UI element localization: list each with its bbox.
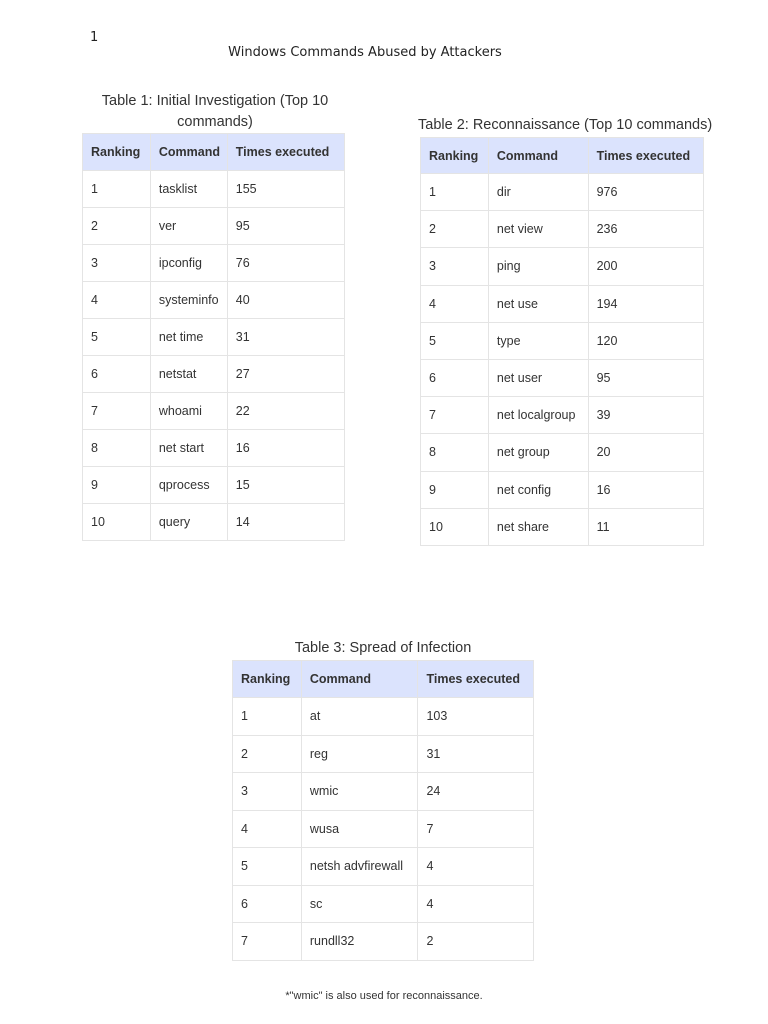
table3-caption: Table 3: Spread of Infection: [294, 640, 472, 656]
table-row: [421, 471, 704, 508]
times-executed-cell: 20: [588, 434, 703, 471]
times-executed-cell: 16: [588, 471, 703, 508]
times-executed-cell: 24: [418, 773, 534, 811]
table-row: [233, 848, 534, 886]
command-cell: ipconfig: [150, 245, 227, 282]
ranking-cell: 4: [233, 810, 302, 848]
times-executed-cell: 200: [588, 248, 703, 285]
times-executed-cell: 155: [227, 171, 344, 208]
command-cell: rundll32: [301, 923, 418, 961]
ranking-cell: 6: [421, 359, 489, 396]
ranking-cell: 5: [83, 319, 151, 356]
times-executed-cell: 31: [418, 735, 534, 773]
table-row: [233, 810, 534, 848]
table-row: [83, 319, 345, 356]
ranking-cell: 8: [83, 430, 151, 467]
command-cell: netstat: [150, 356, 227, 393]
table-header-row: [83, 134, 345, 171]
times-executed-cell: 236: [588, 211, 703, 248]
ranking-cell: 4: [421, 285, 489, 322]
ranking-cell: 1: [233, 698, 302, 736]
table-row: [233, 773, 534, 811]
ranking-cell: 3: [83, 245, 151, 282]
table-row: [83, 356, 345, 393]
column-header: Command: [301, 661, 418, 698]
column-header: Ranking: [421, 138, 489, 174]
column-header: Command: [150, 134, 227, 171]
table-row: [233, 885, 534, 923]
times-executed-cell: 76: [227, 245, 344, 282]
ranking-cell: 1: [83, 171, 151, 208]
times-executed-cell: 4: [418, 885, 534, 923]
table-row: [421, 322, 704, 359]
command-cell: qprocess: [150, 467, 227, 504]
command-cell: net share: [488, 508, 588, 545]
command-cell: sc: [301, 885, 418, 923]
table-row: [421, 397, 704, 434]
command-cell: ver: [150, 208, 227, 245]
ranking-cell: 7: [83, 393, 151, 430]
command-cell: net time: [150, 319, 227, 356]
ranking-cell: 4: [83, 282, 151, 319]
times-executed-cell: 7: [418, 810, 534, 848]
table-row: [83, 430, 345, 467]
ranking-cell: 7: [421, 397, 489, 434]
ranking-cell: 8: [421, 434, 489, 471]
table-row: [421, 211, 704, 248]
table1-initial-investigation: [82, 133, 345, 541]
command-cell: at: [301, 698, 418, 736]
ranking-cell: 1: [421, 174, 489, 211]
column-header: Times executed: [227, 134, 344, 171]
table2-caption: Table 2: Reconnaissance (Top 10 commands): [418, 117, 713, 133]
table-row: [83, 282, 345, 319]
table3-spread-of-infection: [232, 660, 534, 961]
ranking-cell: 9: [83, 467, 151, 504]
ranking-cell: 6: [233, 885, 302, 923]
table-row: [421, 174, 704, 211]
table-row: [233, 698, 534, 736]
command-cell: whoami: [150, 393, 227, 430]
command-cell: tasklist: [150, 171, 227, 208]
column-header: Ranking: [83, 134, 151, 171]
command-cell: net use: [488, 285, 588, 322]
ranking-cell: 5: [421, 322, 489, 359]
table-row: [83, 171, 345, 208]
times-executed-cell: 976: [588, 174, 703, 211]
ranking-cell: 5: [233, 848, 302, 886]
times-executed-cell: 11: [588, 508, 703, 545]
times-executed-cell: 14: [227, 504, 344, 541]
table-row: [83, 467, 345, 504]
table-row: [421, 508, 704, 545]
table2-reconnaissance: [420, 137, 704, 546]
command-cell: reg: [301, 735, 418, 773]
table-row: [421, 434, 704, 471]
column-header: Times executed: [588, 138, 703, 174]
ranking-cell: 2: [233, 735, 302, 773]
times-executed-cell: 4: [418, 848, 534, 886]
table-header-row: [421, 138, 704, 174]
command-cell: dir: [488, 174, 588, 211]
column-header: Ranking: [233, 661, 302, 698]
command-cell: net user: [488, 359, 588, 396]
table-row: [83, 245, 345, 282]
ranking-cell: 9: [421, 471, 489, 508]
times-executed-cell: 22: [227, 393, 344, 430]
ranking-cell: 10: [83, 504, 151, 541]
command-cell: netsh advfirewall: [301, 848, 418, 886]
table-row: [421, 359, 704, 396]
ranking-cell: 6: [83, 356, 151, 393]
times-executed-cell: 103: [418, 698, 534, 736]
table-header-row: [233, 661, 534, 698]
command-cell: net localgroup: [488, 397, 588, 434]
table-row: [421, 248, 704, 285]
times-executed-cell: 95: [588, 359, 703, 396]
times-executed-cell: 16: [227, 430, 344, 467]
times-executed-cell: 194: [588, 285, 703, 322]
table-row: [83, 504, 345, 541]
page-number: 1: [90, 30, 99, 45]
footnote: *"wmic" is also used for reconnaissance.: [285, 990, 483, 1002]
command-cell: ping: [488, 248, 588, 285]
command-cell: type: [488, 322, 588, 359]
command-cell: query: [150, 504, 227, 541]
column-header: Command: [488, 138, 588, 174]
command-cell: net config: [488, 471, 588, 508]
table1-caption: Table 1: Initial Investigation (Top 10 commands): [101, 93, 329, 130]
command-cell: net view: [488, 211, 588, 248]
times-executed-cell: 31: [227, 319, 344, 356]
ranking-cell: 3: [421, 248, 489, 285]
table-row: [83, 208, 345, 245]
command-cell: systeminfo: [150, 282, 227, 319]
ranking-cell: 3: [233, 773, 302, 811]
ranking-cell: 2: [421, 211, 489, 248]
table-row: [421, 285, 704, 322]
document-title: Windows Commands Abused by Attackers: [228, 45, 502, 60]
table-row: [83, 393, 345, 430]
command-cell: wusa: [301, 810, 418, 848]
times-executed-cell: 120: [588, 322, 703, 359]
times-executed-cell: 2: [418, 923, 534, 961]
ranking-cell: 7: [233, 923, 302, 961]
times-executed-cell: 15: [227, 467, 344, 504]
ranking-cell: 2: [83, 208, 151, 245]
times-executed-cell: 95: [227, 208, 344, 245]
command-cell: wmic: [301, 773, 418, 811]
times-executed-cell: 39: [588, 397, 703, 434]
command-cell: net group: [488, 434, 588, 471]
times-executed-cell: 27: [227, 356, 344, 393]
times-executed-cell: 40: [227, 282, 344, 319]
column-header: Times executed: [418, 661, 534, 698]
ranking-cell: 10: [421, 508, 489, 545]
command-cell: net start: [150, 430, 227, 467]
table-row: [233, 735, 534, 773]
table-row: [233, 923, 534, 961]
